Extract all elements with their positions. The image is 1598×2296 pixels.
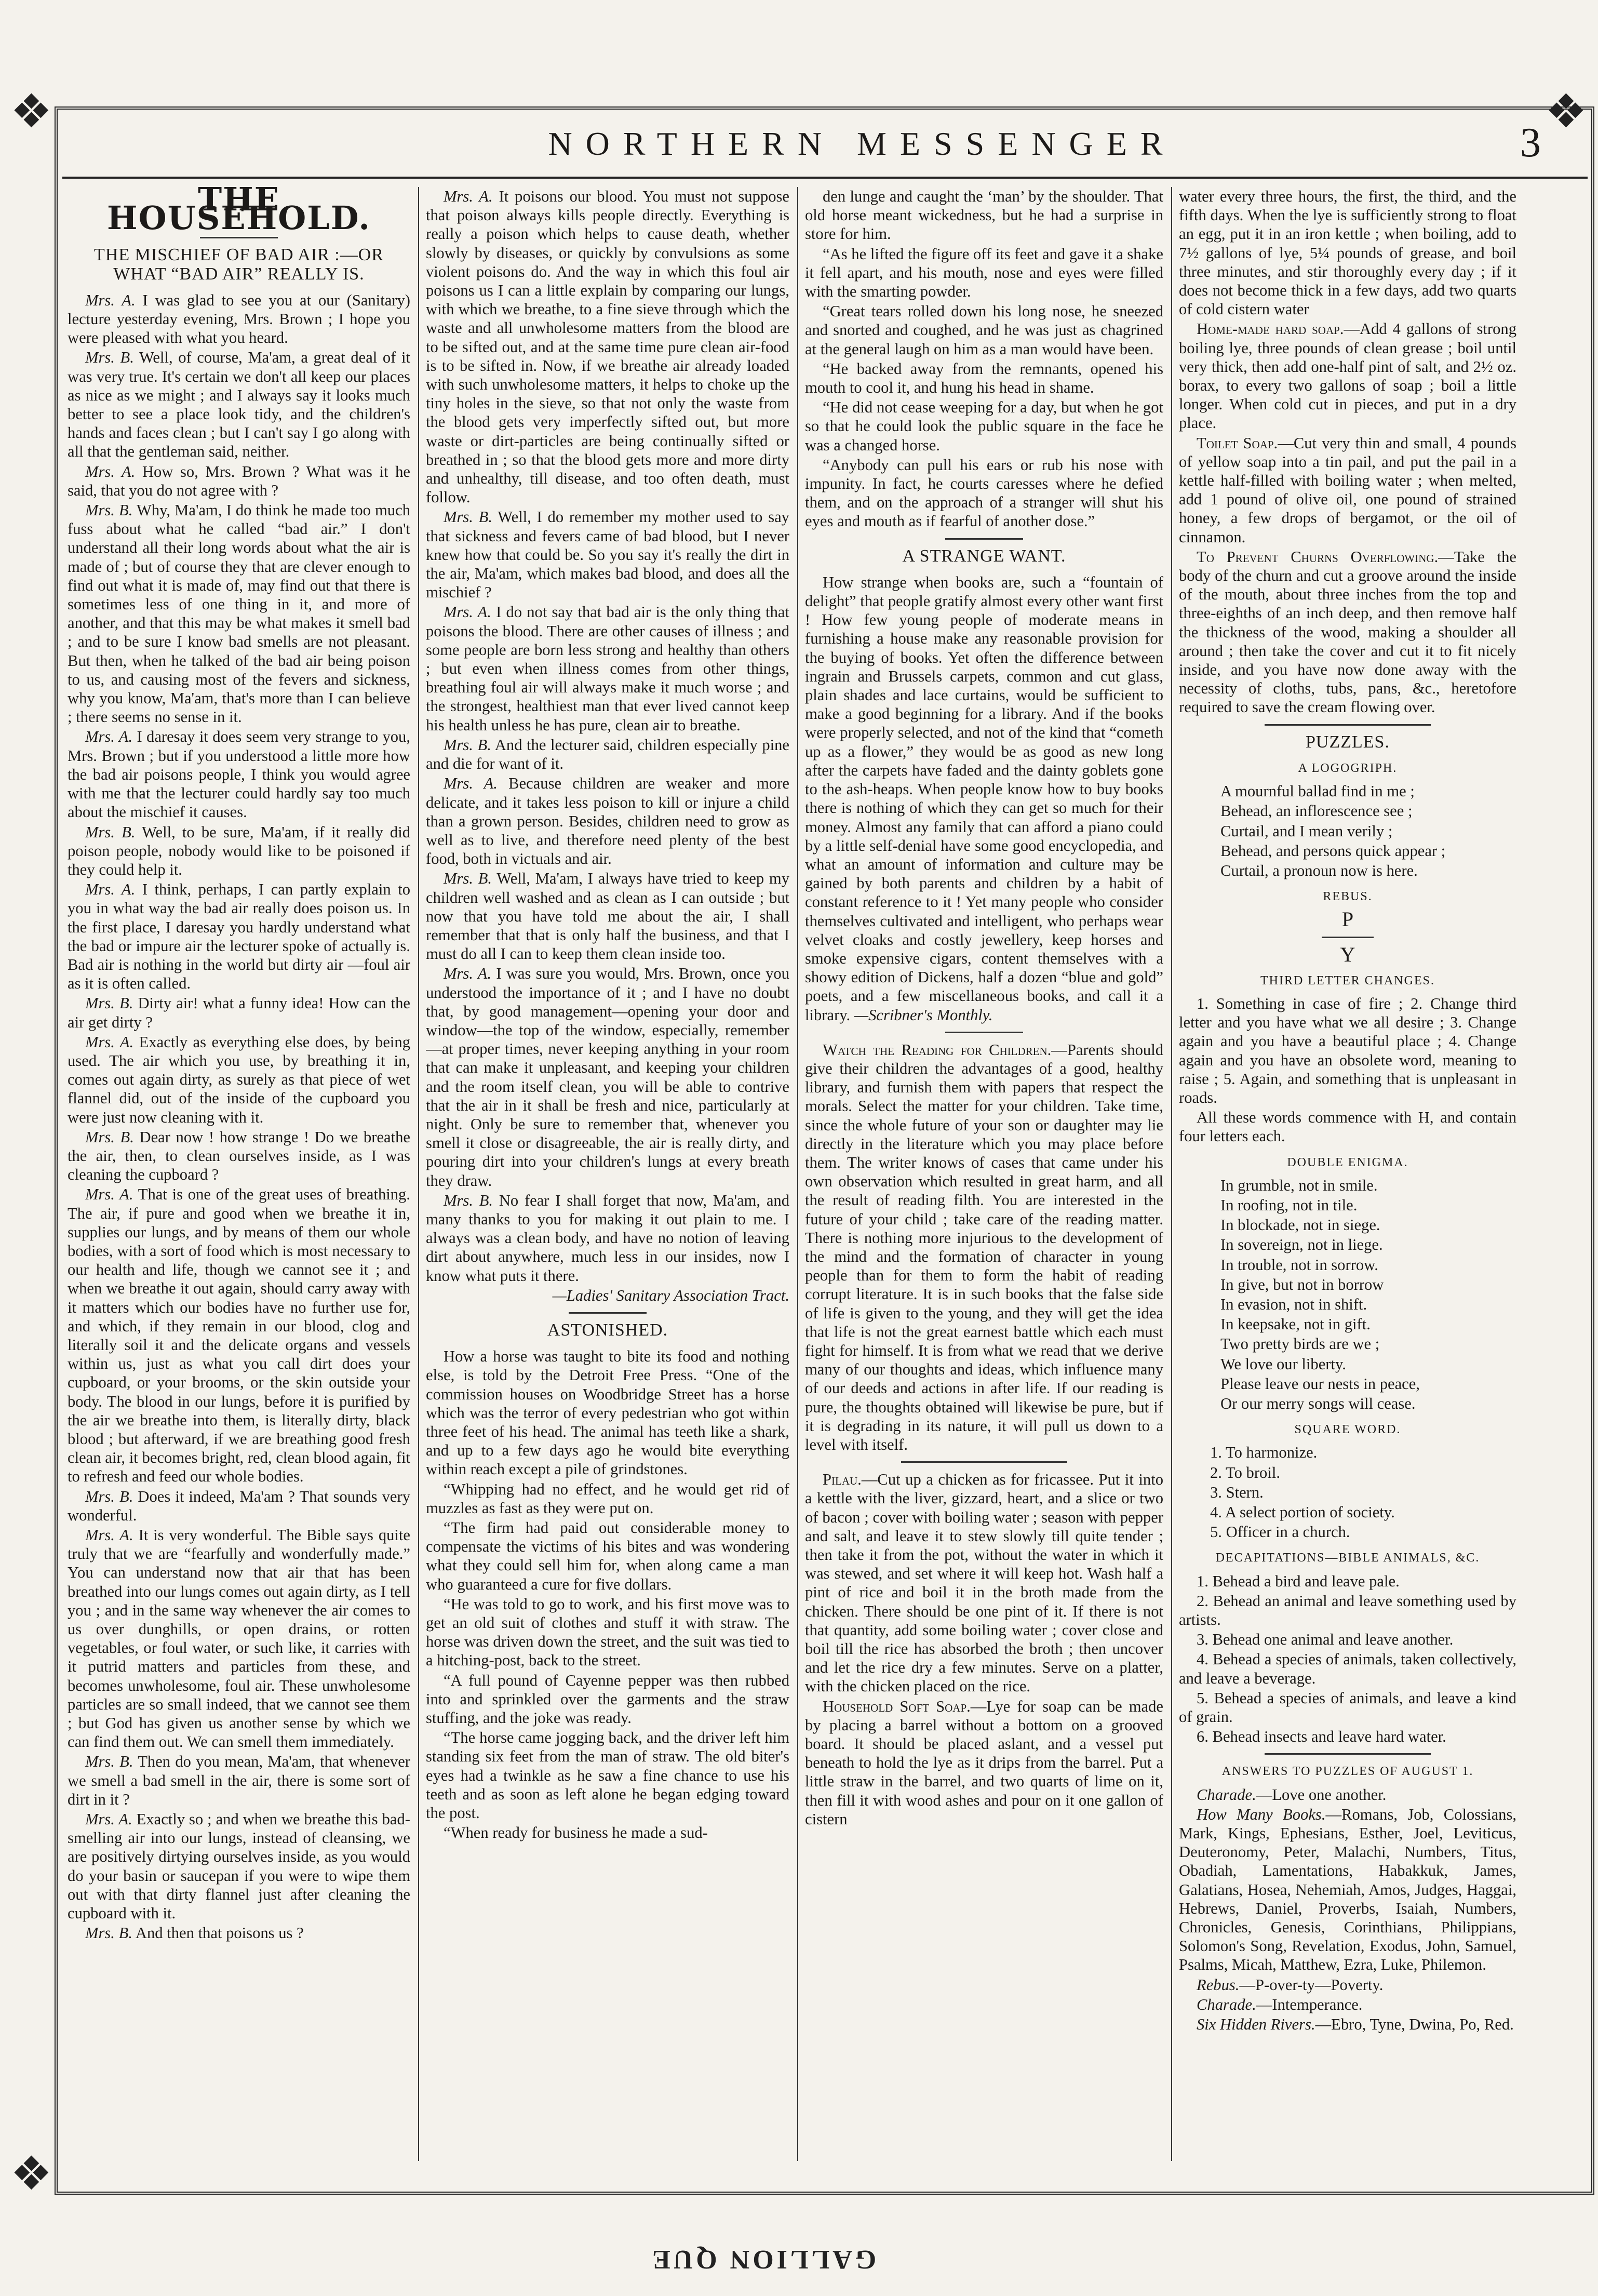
dialogue-text: Well, of course, Ma'am, a great deal of it was very true. It's certain we don't all keep our places as nice as we might ; and I always say it looks much better to see a place look tidy, and the children's hands and faces clean ; but I can't say I go along with all that the gentleman said, neither. (68, 349, 410, 461)
speaker: Mrs. B. (85, 994, 133, 1012)
dialogue-paragraph (426, 603, 789, 734)
list-item: 2. Behead an animal and leave something used by artists. (1179, 1592, 1516, 1629)
speaker: Mrs. B. (85, 1753, 133, 1771)
paragraph: Pilau.—Cut up a chicken as for fricassee. Put it into a kettle with the liver, gizzard, heart, and a slice or two of bacon ; cover with boiling water ; season with pepper and salt, and leave it to stew slowly till quite tender ; then take it from the pot, without the water in which it was stewed, and set where it will keep hot. Wash half a pint of rice and boil it in the broth made from the chicken. There should be one pint of it. If there is not that quantity, add some boiling water ; cover close and boil till the rice has absorbed the broth ; then uncover and let the rice dry a few minutes. Serve on a platter, with the chicken placed on the rice. (805, 1471, 1163, 1696)
separator (1265, 1753, 1431, 1755)
rebus-line (1322, 937, 1374, 938)
answer-item (1179, 1805, 1516, 1974)
answer-item (1179, 1995, 1516, 2014)
speaker: Mrs. B. (85, 1487, 133, 1505)
dialogue-paragraph (68, 1033, 410, 1127)
speaker: Mrs. A. (85, 880, 136, 899)
puzzle-title: A LOGOGRIPH. (1298, 761, 1398, 775)
dialogue-paragraph (68, 1487, 410, 1525)
paragraph-heading: Pilau. (823, 1471, 862, 1489)
puzzle-title: THIRD LETTER CHANGES. (1260, 973, 1435, 987)
dialogue-text: Exactly so ; and when we breathe this bad-smelling air into our lungs, instead of cleansing, we are positively dirtying ourselves inside, as you would do your basin or saucepan if you were to wipe them out with that dirty flannel just after cleaning the cupboard with it. (68, 1810, 410, 1923)
list-item: 6. Behead insects and leave hard water. (1197, 1728, 1446, 1746)
paragraph: Toilet Soap.—Cut very thin and small, 4 pounds of yellow soap into a tin pail, and put the pail in a kettle half-filled with boiling water ; when melted, add 1 pound of olive oil, one pound of strained honey, a few drops of bergamot, or the oil of cinnamon. (1179, 434, 1516, 546)
paragraph: “He backed away from the remnants, opened his mouth to cool it, and hung his head in shame. (805, 359, 1163, 397)
verse-line: Behead, and persons quick appear ; (1220, 842, 1446, 860)
article-body: How strange when books are, such a “fountain of delight” that people gratify almost every other want first ! How few young people of moderate means in furnishing a house make any reasonable provision for the buying of books. Yet often the difference between ingrain and Brussels carpets, common and cut glass, plain shades and lace curtains, would be sufficient to make a good beginning for a library. And if the books were properly selected, and not of the kind that “cometh up as a flower,” they would be as good as new long after the carpets have faded and the dainty goblets gone to the ash-heaps. When people know how to buy books there is nothing of which they can get so much for their money. Almost any family that can afford a piano could by a little self-denial have some good encyclopedia, and what an amount of information and culture may be gained by both parents and children by a habit of constant reference to it ! Yet many people who consider themselves cultivated and intelligent, who perhaps wear velvet cloaks and costly jewellery, keep horses and smoke expensive cigars, content themselves with a showy edition of Dickens, half a dozen “blue and gold” poets, and a few miscellaneous books, and call it a library. —Scribner's Monthly. (805, 573, 1163, 1024)
dialogue-text: And then that poisons us ? (135, 1924, 304, 1942)
dialogue-paragraph (68, 880, 410, 993)
column-2 (426, 187, 789, 2161)
section-title: THE HOUSEHOLD. (106, 187, 371, 237)
separator (945, 1032, 1023, 1033)
verse-line: In sovereign, not in liege. (1220, 1236, 1383, 1254)
dialogue-text: Does it indeed, Ma'am ? That sounds very wonderful. (68, 1487, 410, 1524)
list-item: 4. A select portion of society. (1210, 1503, 1395, 1521)
dialogue-text: I daresay it does seem very strange to you, Mrs. Brown ; but if you understood a little more how the bad air poisons people, I think you would agree with me that the lecturer could hardly say too much about the mischief it causes. (68, 728, 410, 821)
speaker: Mrs. A. (444, 775, 498, 793)
paragraph: How a horse was taught to bite its food and nothing else, is told by the Detroit Free Press. “One of the commission houses on Woodbridge Street has a horse which was the terror of every pedestrian who got within three feet of his head. The animal has teeth like a shark, and up to a few days ago he would bite everything within reach except a pile of grindstones. (426, 1347, 789, 1478)
square-word-list (1179, 1443, 1516, 1541)
answer-label: Charade. (1197, 1785, 1256, 1804)
dialogue-text: And the lecturer said, children especially pine and die for want of it. (426, 736, 789, 773)
dialogue-body (68, 291, 410, 1943)
answer-text: —Ebro, Tyne, Dwina, Po, Red. (1315, 2015, 1514, 2034)
verse-line: In trouble, not in sorrow. (1220, 1256, 1378, 1274)
dialogue-text: Because children are weaker and more delicate, and it takes less poison to kill or injure a child than a grown person. Besides, children need to grow as well as to live, and therefore need plenty of the best food, both in victuals and air. (426, 775, 789, 868)
verse-line: A mournful ballad find in me ; (1220, 782, 1415, 800)
answer-item (1179, 1785, 1516, 1804)
list-item: 2. To broil. (1210, 1463, 1280, 1481)
column-rule (418, 187, 419, 2161)
article-body (426, 1347, 789, 1842)
paragraph: “He did not cease weeping for a day, but when he got so that he could look the public square in the face he was a changed horse. (805, 398, 1163, 454)
answer-item (1179, 2015, 1516, 2034)
verse-line: In grumble, not in smile. (1220, 1176, 1378, 1194)
paragraph: Watch the Reading for Children.—Parents should give their children the advantages of a good, healthy library, and furnish them with papers that respect the morals. Select the matter for your children. Take time, since the whole future of your son or daughter may lie directly in the literature which you may place before them. The writer knows of cases that came under his own observation which resulted in great harm, and all the result of reading filth. You are interested in the future of your child ; take care of the reading matter. There is nothing more injurious to the development of the mind and the formation of character in young people than for them to form the habit of reading corrupt literature. It is in such books that the false side of life is given to the young, and they will get the idea that life is not the great earnest battle which each must fight for himself. It is from what we read that we derive many of our thoughts and ideas, which influence many of our deeds and actions in after life. If our reading is pure, the thoughts obtained will likewise be pure, but if it is degrading in its nature, it will pull us down to a level with itself. (805, 1040, 1163, 1453)
article-source: —Scribner's Monthly. (854, 1006, 993, 1024)
puzzle-note: All these words commence with H, and contain four letters each. (1179, 1109, 1516, 1145)
list-item: 1. To harmonize. (1210, 1444, 1318, 1462)
verse-line: In roofing, not in tile. (1220, 1196, 1358, 1214)
dialogue-paragraph (426, 774, 789, 868)
masthead-title: NORTHERN MESSENGER (548, 125, 1176, 162)
speaker: Mrs. B. (85, 1924, 132, 1942)
dialogue-text: Exactly as everything else does, by being used. The air which you use, by breathing it in, comes out again dirty, as surely as that piece of wet flannel did, out of the inside of the cupboard you were just now cleaning with it. (68, 1033, 410, 1126)
paragraph: “Whipping had no effect, and he would get rid of muzzles as fast as they were put on. (426, 1480, 789, 1517)
puzzles-title: PUZZLES. (1306, 732, 1390, 752)
dialogue-paragraph (68, 291, 410, 348)
answer-label: Six Hidden Rivers. (1197, 2015, 1315, 2034)
paragraph: Household Soft Soap.—Lye for soap can be made by placing a barrel without a bottom on a grooved board. It should be placed aslant, and a vessel put beneath to hold the lye as it drips from the barrel. Put a little straw in the barrel, and two quarts of lime on it, then fill it with wood ashes and pour on it one gallon of cistern (805, 1697, 1163, 1828)
paragraph: “When ready for business he made a sud- (444, 1824, 708, 1842)
speaker: Mrs. A. (444, 188, 493, 205)
paragraph: “As he lifted the figure off its feet and gave it a shake it fell apart, and his mouth, nose and eyes were filled with the smarting powder. (805, 245, 1163, 301)
dialogue-paragraph (68, 462, 410, 500)
speaker: Mrs. B. (85, 349, 134, 367)
verse-line: Behead, an inflorescence see ; (1220, 802, 1413, 820)
dialogue-text: Why, Ma'am, I do think he made too much fuss about what he called “bad air.” I don't understand all their long words about what the air is made of ; but of course they that are clever enough to find out what it is made of, may find out that there is sometimes less of one thing in it, and more of another, and that this may be what makes it smell bad ; and to be sure I know bad smells are not pleasant. But then, when he talked of the bad air being poison to us, and causing most of the fevers and sickness, why you know, Ma'am, that's more than I can believe ; there seems no sense in it. (68, 501, 410, 726)
dialogue-text: Well, Ma'am, I always have tried to keep my children well washed and as clean as I can outside ; but now that you have told me about the air, I shall remember that that is only half the business, and that I must do all I can to keep them clean inside too. (426, 870, 789, 963)
verse-line: Two pretty birds are we ; (1220, 1335, 1380, 1353)
paragraph: den lunge and caught the ‘man’ by the shoulder. That old horse meant wickedness, but he had a surprise in store for him. (805, 188, 1163, 243)
paragraph: “Great tears rolled down his long nose, he sneezed and snorted and coughed, and he was just as chagrined at the general laugh on him as a man would have been. (805, 302, 1163, 358)
rebus-letter: P (1341, 907, 1354, 931)
list-item: 3. Behead one animal and leave another. (1197, 1631, 1454, 1649)
dialogue-text: Dirty air! what a funny idea! How can the air get dirty ? (68, 994, 410, 1031)
page-number: 3 (1520, 120, 1541, 166)
dialogue-paragraph (426, 508, 789, 602)
speaker: Mrs. A. (85, 1810, 132, 1828)
speaker: Mrs. B. (444, 1191, 493, 1209)
article-body (805, 187, 1163, 531)
answer-text: —Love one another. (1256, 1785, 1387, 1804)
dialogue-paragraph (426, 869, 789, 963)
dialogue-paragraph (68, 823, 410, 879)
speaker: Mrs. B. (444, 870, 492, 888)
dialogue-paragraph (426, 1191, 789, 1285)
speaker: Mrs. A. (444, 965, 492, 983)
paragraph: “A full pound of Cayenne pepper was then rubbed into and sprinkled over the garments and the straw stuffing, and the joke was ready. (426, 1671, 789, 1727)
dialogue-text: I do not say that bad air is the only thing that poisons the blood. There are other causes of illness ; and some people are born less strong and healthy than others ; but even when illness comes from other things, breathing foul air will always make it much worse ; and the strongest, healthiest man that ever lived cannot keep his health unless he has pure, clean air to breathe. (426, 603, 789, 734)
list-item: 5. Officer in a church. (1210, 1523, 1350, 1541)
paragraph: “He was told to go to work, and his first move was to get an old suit of clothes and stuff it with straw. The horse was driven down the street, and the suit was tied to a hitching-post, back to the street. (426, 1595, 789, 1670)
dialogue-body (426, 187, 789, 1285)
dialogue-paragraph (426, 736, 789, 773)
list-item: 5. Behead a species of animals, and leave a kind of grain. (1179, 1689, 1516, 1726)
speaker: Mrs. A. (85, 1526, 133, 1544)
masthead-rule (62, 177, 1588, 179)
answer-label: Charade. (1197, 1995, 1256, 2013)
paragraph: “The firm had paid out considerable money to compensate the victims of his bites and was wondering what they could sell him for, when along came a man who guaranteed a cure for five dollars. (426, 1519, 789, 1593)
speaker: Mrs. A. (85, 1185, 133, 1204)
column-rule (1171, 187, 1172, 2161)
puzzle-title: REBUS. (1323, 890, 1373, 904)
verse-line: Or our merry songs will cease. (1220, 1394, 1416, 1412)
list-item: 4. Behead a species of animals, taken collectively, and leave a beverage. (1179, 1650, 1516, 1687)
answer-item (1179, 1975, 1516, 1994)
enigma-verse (1179, 1176, 1516, 1413)
dialogue-text: I think, perhaps, I can partly explain to you in what way the bad air really does poison us. In the first place, I daresay you hardly understand what the bad or impure air the lecturer spoke of actually is. Bad air is nothing in the world but dirty air —foul air as it is often called. (68, 880, 410, 993)
puzzle-title: DECAPITATIONS—BIBLE ANIMALS, &C. (1215, 1551, 1480, 1565)
paragraph: water every three hours, the first, the third, and the fifth days. When the lye is sufficiently strong to float an egg, put it in an iron kettle ; when boiling, add to 7½ gallons of lye, 5¼ pounds of grease, and boil three minutes, and stir thoroughly every day ; if it does not become thick in a few days, add two quarts of cold cistern water (1179, 188, 1516, 318)
article-title: THE MISCHIEF OF BAD AIR :—OR WHAT “BAD AIR” REALLY IS. (94, 245, 384, 284)
list-item: 1. Behead a bird and leave pale. (1197, 1572, 1400, 1590)
answer-label: Rebus. (1197, 1975, 1240, 1994)
speaker: Mrs. B. (444, 508, 493, 526)
article-source: —Ladies' Sanitary Association Tract. (552, 1286, 789, 1304)
speaker: Mrs. A. (85, 291, 136, 309)
dialogue-paragraph (68, 501, 410, 726)
column-1 (68, 187, 410, 2161)
speaker: Mrs. B. (444, 736, 491, 754)
verse-line: We love our liberty. (1220, 1355, 1346, 1373)
dialogue-text: No fear I shall forget that now, Ma'am, and many thanks to you for making it out plain to me. I always was a clean body, and have no notion of leaving dirt about anywhere, much less in our insides, now I know what puts it there. (426, 1191, 789, 1285)
corner-ornament-top-left: ❖ (10, 84, 52, 139)
dialogue-text: Well, I do remember my mother used to say that sickness and fevers came of bad blood, but I never knew how that could be. So you say it's really the dirt in the air, Ma'am, which makes bad blood, and does all the mischief ? (426, 508, 789, 602)
speaker: Mrs. A. (85, 1033, 134, 1051)
dialogue-text: I was sure you would, Mrs. Brown, once you understood the importance of it ; and I have no doubt that, by good management—opening your door and window—the top of the window, especially, remember—at proper times, never keeping anything in your room that can make it unpleasant, and keeping your children and the room itself clean, you will be able to contrive that the air in it shall be fresh and nice, particularly at night. Only be sure to remember that, whenever you smell it close or disagreeable, the air is really dirty, and pouring dirt into your children's lungs at every breath they draw. (426, 965, 789, 1190)
verse-line: In blockade, not in siege. (1220, 1216, 1380, 1234)
dialogue-text: Dear now ! how strange ! Do we breathe the air, then, to clean ourselves inside, as I was cleaning the cupboard ? (68, 1128, 410, 1184)
dialogue-paragraph (68, 1185, 410, 1486)
paragraph: To Prevent Churns Overflowing.—Take the body of the churn and cut a groove around the inside of the mouth, about three inches from the top and three-eighths of an inch deep, and then remove half the thickness of the wood, making a shoulder all around ; then take the cover and cut it to fit nicely inside, and you have now done away with the necessity of cloths, tubs, pans, &c., heretofore required to save the cream flowing over. (1179, 548, 1516, 716)
dialogue-paragraph (68, 727, 410, 821)
verse-line: In give, but not in borrow (1220, 1275, 1384, 1293)
paragraph: “The horse came jogging back, and the driver left him standing six feet from the man of straw. The old biter's eyes had a twinkle as he saw a fine chance to use his teeth and as soon as left alone he began edging toward the post. (426, 1729, 789, 1822)
verse-line: In evasion, not in shift. (1220, 1295, 1367, 1313)
decapitations-list (1179, 1572, 1516, 1746)
separator (901, 1461, 1067, 1463)
dialogue-paragraph (68, 348, 410, 461)
verse-line: In keepsake, not in gift. (1220, 1315, 1371, 1333)
answer-label: How Many Books. (1197, 1805, 1326, 1823)
puzzle-title: SQUARE WORD. (1294, 1423, 1401, 1437)
dialogue-text: That is one of the great uses of breathing. The air, if pure and good when we breathe it in, supplies our lungs, and by means of them our whole bodies, with a sort of food which is most necessary to our health and life, though we cannot see it ; and when we breathe it out again, should carry away with it matters which our bodies have no further use for, and which, if they remain in our blood, clog and literally soil it and the delicate organs and vessels within us, just as what you call dirt does your cupboard, or your brooms, or the skin outside your body. The blood in our lungs, before it is purified by the air we breathe into them, is literally dirty, black blood ; but afterward, if we are breathing good fresh clean air, it becomes bright, red, clean blood again, fit to refresh and feed our whole bodies. (68, 1185, 410, 1486)
column-rule (797, 187, 798, 2161)
column-4 (1179, 187, 1516, 2161)
dialogue-paragraph (426, 964, 789, 1190)
paragraph-heading: Home-made hard soap. (1197, 320, 1344, 338)
verse-line: Curtail, and I mean verily ; (1220, 822, 1393, 840)
puzzle-title: DOUBLE ENIGMA. (1287, 1155, 1408, 1169)
dialogue-paragraph (68, 1526, 410, 1751)
dialogue-text: It poisons our blood. You must not suppose that poison always kills people directly. Everything is really a poison which helps to cause death, whether slowly by diseases, or quickly by convulsions as some violent poisons do. And the way in which this foul air poisons us I can a little explain by comparing our lungs, with which we breathe, to a fine sieve through which the waste and all unwholesome matters from the blood are to be sifted out, and at the same time pure clean air-food is to be sifted in. Now, if we breathe air already loaded with such unwholesome matters, it helps to choke up the tiny holes in the sieve, so that not only the waste from the blood gets very imperfectly sifted out, but more waste or dirt-particles are being continually sifted or breathed in ; so that the blood gets more and more dirty and unhealthy, till disease, and too often death, must follow. (426, 188, 789, 506)
logogriph-verse (1179, 782, 1516, 880)
speaker: Mrs. B. (85, 823, 136, 841)
paragraph-heading: Watch the Reading for Children. (823, 1040, 1052, 1059)
paragraph-heading: To Prevent Churns Overflowing. (1197, 548, 1439, 566)
dialogue-text: I was glad to see you at our (Sanitary) lecture yesterday evening, Mrs. Brown ; I hope you were pleased with what you heard. (68, 291, 410, 347)
separator (569, 1312, 647, 1314)
answer-text: —Intemperance. (1256, 1995, 1363, 2013)
speaker: Mrs. B. (85, 1128, 134, 1146)
dialogue-text: It is very wonderful. The Bible says quite truly that we are “fearfully and wonderfully made.” You can understand now that air that has been breathed into our lungs comes out again dirty, as I tell you ; and in the same way whenever the air comes to us over dunghills, or open drains, or rotten vegetables, or foul water, or such like, it carries with it putrid matters and particles from these, and becomes unwholesome, foul air. These unwholesome particles are so small indeed, that we cannot see them ; but God has given us another sense by which we can find them out. We can smell them immediately. (68, 1526, 410, 1751)
corner-ornament-top-right: ❖ (1545, 84, 1587, 139)
paragraph: Home-made hard soap.—Add 4 gallons of strong boiling lye, three pounds of clean grease ; boil until very thick, then add one-half pint of salt, and 2½ oz. borax, to every two gallons of soap ; boil a little longer. When cold cut in pieces, and put in a dry place. (1179, 320, 1516, 432)
dialogue-paragraph (68, 1810, 410, 1923)
dialogue-text: How so, Mrs. Brown ? What was it he said, that you do not agree with ? (68, 462, 410, 499)
speaker: Mrs. A. (85, 728, 133, 746)
dialogue-paragraph (426, 187, 789, 506)
column-3 (805, 187, 1163, 2161)
paragraph: “Anybody can pull his ears or rub his nose with impunity. In fact, he courts caresses where he defied them, and on the approach of a stranger will shut his eyes and mouth as if fearful of another dose.” (805, 456, 1163, 530)
list-item: 3. Stern. (1210, 1483, 1264, 1501)
dialogue-paragraph (68, 1752, 410, 1809)
dialogue-text: Then do you mean, Ma'am, that whenever we smell a bad smell in the air, there is some sort of dirt in it ? (68, 1753, 410, 1808)
dialogue-paragraph (68, 994, 410, 1031)
verse-line: Please leave our nests in peace, (1220, 1374, 1420, 1393)
separator (200, 237, 278, 238)
answer-text: —P-over-ty—Poverty. (1239, 1975, 1384, 1994)
answers-title: ANSWERS TO PUZZLES OF AUGUST 1. (1221, 1765, 1474, 1779)
puzzle-body: 1. Something in case of fire ; 2. Change third letter and you have what we all desire ; 3. Change again and you have a beautiful place ; 4. Change again and you have an obsolete word, meaning to raise ; 5. Again, and something that is unpleasant in roads. (1179, 994, 1516, 1106)
rebus-letter: Y (1340, 942, 1355, 966)
separator (1265, 724, 1431, 726)
article-title: ASTONISHED. (547, 1320, 668, 1340)
separator (945, 538, 1023, 540)
verse-line: Curtail, a pronoun now is here. (1220, 861, 1418, 879)
speaker: Mrs. A. (85, 462, 136, 480)
speaker: Mrs. B. (85, 501, 133, 519)
answers-list (1179, 1785, 1516, 2034)
speaker: Mrs. A. (444, 603, 491, 621)
paragraph-heading: Household Soft Soap. (823, 1697, 971, 1715)
article-title: A STRANGE WANT. (902, 546, 1066, 566)
paragraph-heading: Toilet Soap. (1197, 434, 1278, 452)
dialogue-text: Well, to be sure, Ma'am, if it really did poison people, nobody would like to be poisoned if they could help it. (68, 823, 410, 878)
dialogue-paragraph (68, 1924, 410, 1942)
stamp-text: GALLION QUE (649, 2245, 877, 2274)
corner-ornament-bottom-left: ❖ (10, 2146, 52, 2201)
dialogue-paragraph (68, 1128, 410, 1184)
answer-text: —Romans, Job, Colossians, Mark, Kings, Ephesians, Esther, Joel, Leviticus, Deuteronomy, Peter, Malachi, Numbers, Titus, Obadiah, Lamentations, Habakkuk, James, Galatians, Hosea, Nehemiah, Amos, Judges, Haggai, Hebrews, Daniel, Proverbs, Isaiah, Numbers, Chronicles, Genesis, Corinthians, Philippians, Solomon's Song, Revelation, Exodus, John, Samuel, Psalms, Micah, Matthew, Ezra, Luke, Philemon. (1179, 1805, 1516, 1974)
